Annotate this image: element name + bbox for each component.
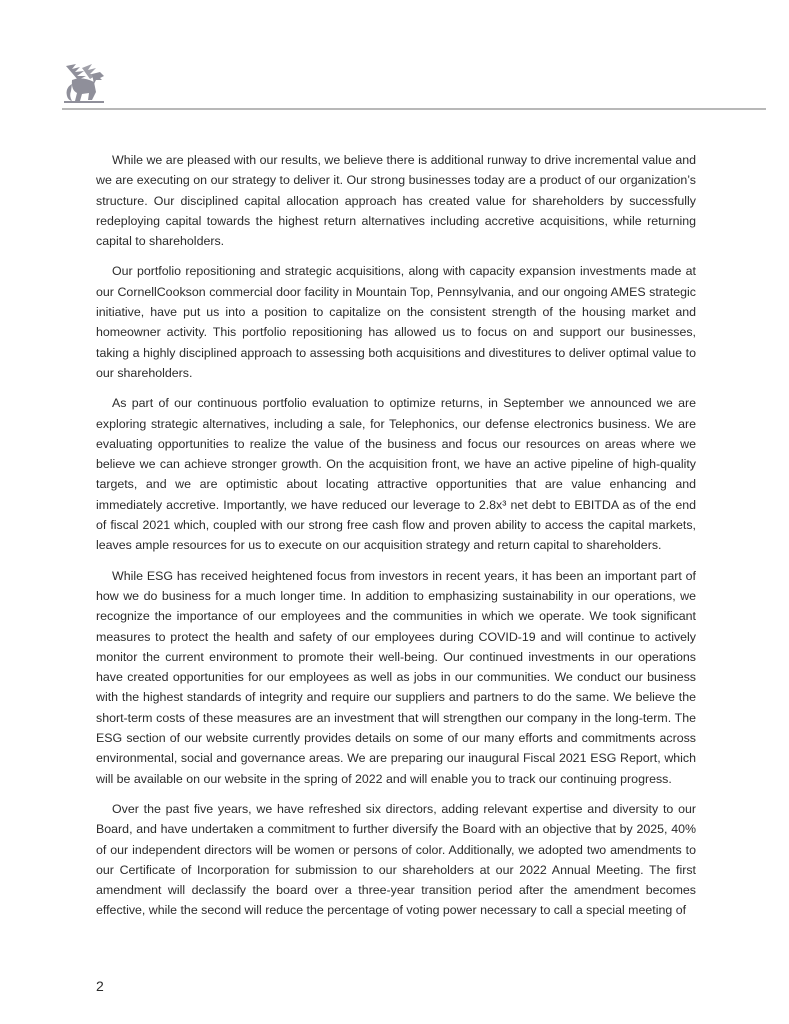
page-number: 2 [96,978,104,994]
letter-body [96,150,696,931]
griffon-logo-icon [62,60,106,104]
paragraph: Our portfolio repositioning and strategic acquisitions, along with capacity expansion investments made at our CornellCookson commercial door facility in Mountain Top, Pennsylvania, and our ongoing AMES strategic initiative, have put us into a position to capitalize on the consistent strength of the housing market and homeowner activity. This portfolio repositioning has allowed us to focus on and support our businesses, taking a highly disciplined approach to assessing both acquisitions and divestitures to deliver optimal value to our shareholders. [96,264,696,380]
header-divider [62,108,766,110]
paragraph: While we are pleased with our results, we believe there is additional runway to drive incremental value and we are executing on our strategy to deliver it. Our strong businesses today are a product of our organization’s structure. Our disciplined capital allocation approach has created value for shareholders by successfully redeploying capital towards the highest return alternatives including accretive acquisitions, while returning capital to shareholders. [96,153,696,249]
paragraph: Over the past five years, we have refreshed six directors, adding relevant expertise and diversity to our Board, and have undertaken a commitment to further diversify the Board with an objective that by 2025, 40% of our independent directors will be women or persons of color. Additionally, we adopted two amendments to our Certificate of Incorporation for submission to our shareholders at our 2022 Annual Meeting. The first amendment will declassify the board over a three-year transition period after the amendment becomes effective, while the second will reduce the percentage of voting power necessary to call a special meeting of [96,801,696,918]
paragraph: As part of our continuous portfolio evaluation to optimize returns, in September we announced we are exploring strategic alternatives, including a sale, for Telephonics, our defense electronics business. We are evaluating opportunities to realize the value of the business and focus our resources on areas where we believe we can achieve stronger growth. On the acquisition front, we have an active pipeline of high-quality targets, and we are optimistic about locating attractive opportunities that are value enhancing and immediately accretive. Importantly, we have reduced our leverage to 2.8x³ net debt to EBITDA as of the end of fiscal 2021 which, coupled with our strong free cash flow and proven ability to access the capital markets, leaves ample resources for us to execute on our acquisition strategy and return capital to shareholders. [96,396,696,553]
paragraph: While ESG has received heightened focus from investors in recent years, it has been an important part of how we do business for a much longer time. In addition to emphasizing sustainability in our operations, we recognize the importance of our employees and the communities in which we operate. We took significant measures to protect the health and safety of our employees during COVID-19 and will continue to actively monitor the current environment to promote their well-being. Our continued investments in our operations have created opportunities for our employees as well as jobs in our communities. We conduct our business with the highest standards of integrity and require our suppliers and partners to do the same. We believe the short-term costs of these measures are an investment that will strengthen our company in the long-term. The ESG section of our website currently provides details on some of our many efforts and commitments across environmental, social and governance areas. We are preparing our inaugural Fiscal 2021 ESG Report, which will be available on our website in the spring of 2022 and will enable you to track our continuing progress. [96,568,696,786]
